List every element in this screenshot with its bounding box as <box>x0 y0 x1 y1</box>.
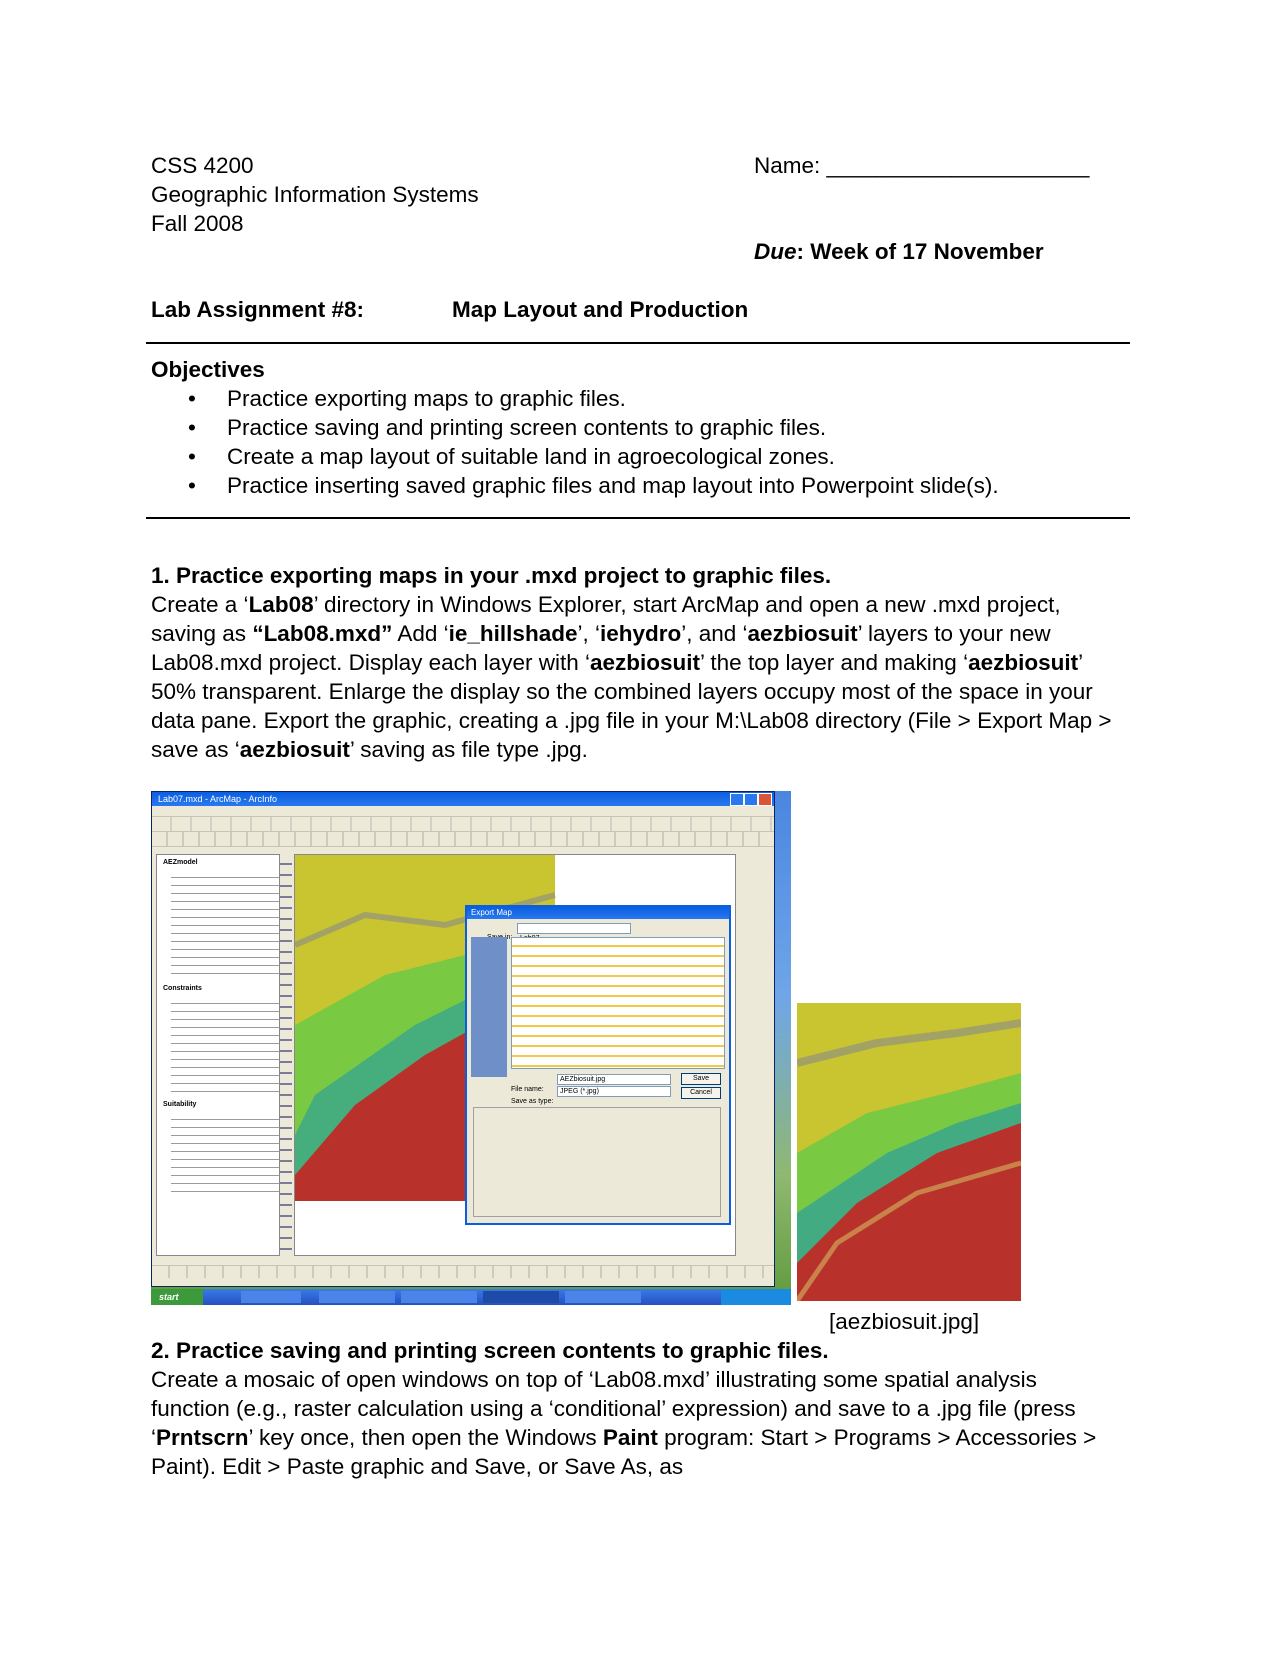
options-panel[interactable] <box>473 1107 721 1217</box>
start-button[interactable]: start <box>151 1289 203 1305</box>
assignment-topic: Map Layout and Production <box>452 297 749 322</box>
window-titlebar <box>152 792 774 806</box>
exported-map-image <box>797 1003 1021 1301</box>
toc-layer-list[interactable] <box>171 871 279 981</box>
text-run: Add ‘ <box>392 621 449 646</box>
assignment-title <box>151 295 364 324</box>
text-run: Create a ‘ <box>151 592 249 617</box>
assignment-number: Lab Assignment #8: <box>151 297 364 322</box>
bold-run: aezbiosuit <box>968 650 1079 675</box>
name-label: Name: <box>754 153 821 178</box>
system-tray <box>721 1289 791 1305</box>
places-bar[interactable] <box>471 937 507 1077</box>
bold-run: Prntscrn <box>156 1425 249 1450</box>
dialog-titlebar: Export Map <box>467 907 729 919</box>
export-map-dialog[interactable] <box>465 905 731 1225</box>
taskbar-item[interactable] <box>401 1291 477 1303</box>
name-blank: _____________________ <box>826 153 1090 178</box>
bold-run: aezbiosuit <box>747 621 858 646</box>
data-pane[interactable] <box>294 854 736 1256</box>
text-run: ’ saving as file type .jpg. <box>349 737 588 762</box>
objectives-section <box>151 355 1141 500</box>
close-icon[interactable] <box>758 793 772 806</box>
course-number: CSS 4200 <box>151 153 254 178</box>
bold-run: “Lab08.mxd” <box>252 621 393 646</box>
tools-strip[interactable] <box>280 854 292 1254</box>
drawing-toolbar[interactable] <box>152 1265 774 1278</box>
image-caption: [aezbiosuit.jpg] <box>829 1309 980 1334</box>
text-run: Create a mosaic of open windows on top of ‘Lab08.mxd’ illustrating some spatial analysis function (e.g., raster calculation using a ‘conditional’ expression) and save to a .jpg file (press ‘ <box>151 1367 1076 1450</box>
cancel-button[interactable]: Cancel <box>681 1087 721 1099</box>
toc-group[interactable]: Constraints <box>163 985 202 992</box>
bold-run: aezbiosuit <box>239 737 350 762</box>
objective-item: • Practice saving and printing screen contents to graphic files. <box>151 413 1141 442</box>
section1 <box>151 561 1141 764</box>
text-run: ’ directory in Windows Explorer, start ArcMap and open a new .mxd project, saving as <box>151 592 1061 646</box>
section2-heading: 2. Practice saving and printing screen contents to graphic files. <box>151 1338 829 1363</box>
objectives-heading: Objectives <box>151 357 265 382</box>
text-run: ’ layers to your new Lab08.mxd project. Display each layer with ‘ <box>151 621 1051 675</box>
divider-bottom <box>146 517 1130 519</box>
save-button[interactable]: Save <box>681 1073 721 1085</box>
text-run: ’ key once, then open the Windows <box>248 1425 603 1450</box>
window-title: Lab07.mxd - ArcMap - ArcInfo <box>158 794 278 804</box>
maximize-icon[interactable] <box>744 793 758 806</box>
section2-body <box>151 1365 1111 1481</box>
objective-item: • Practice exporting maps to graphic files. <box>151 384 1141 413</box>
objectives-list <box>151 384 1141 500</box>
taskbar-item[interactable] <box>319 1291 395 1303</box>
toc-layer-list[interactable] <box>171 997 279 1097</box>
toolbar-2[interactable] <box>152 832 774 847</box>
save-in-row <box>467 919 729 939</box>
course-term: Fall 2008 <box>151 211 244 236</box>
file-name-label: File name: <box>511 1086 544 1093</box>
arcmap-window <box>151 791 775 1287</box>
objective-item: • Practice inserting saved graphic files and map layout into Powerpoint slide(s). <box>151 471 1141 500</box>
objective-item: • Create a map layout of suitable land in agroecological zones. <box>151 442 1141 471</box>
table-of-contents[interactable] <box>156 854 280 1256</box>
bold-run: iehydro <box>599 621 682 646</box>
toc-group[interactable]: Suitability <box>163 1101 197 1108</box>
menu-bar[interactable] <box>152 806 774 817</box>
text-run: ’, ‘ <box>577 621 600 646</box>
text-run: ’ the top layer and making ‘ <box>700 650 969 675</box>
bold-run: Lab08 <box>248 592 314 617</box>
toolbar-1[interactable] <box>152 817 774 832</box>
file-name-input[interactable]: AEZbiosuit.jpg <box>557 1074 671 1085</box>
exported-map-graphic <box>797 1003 1021 1301</box>
taskbar-item[interactable] <box>483 1291 559 1303</box>
minimize-icon[interactable] <box>730 793 744 806</box>
section1-body <box>151 590 1126 764</box>
save-type-select[interactable]: JPEG (*.jpg) <box>557 1086 671 1097</box>
bold-run: Paint <box>602 1425 658 1450</box>
due-value: : Week of 17 November <box>796 239 1044 264</box>
bold-run: ie_hillshade <box>448 621 578 646</box>
file-list[interactable] <box>511 937 725 1069</box>
divider-top <box>146 342 1130 344</box>
name-line <box>754 151 1089 180</box>
section1-heading: 1. Practice exporting maps in your .mxd project to graphic files. <box>151 563 832 588</box>
taskbar-item[interactable] <box>241 1291 301 1303</box>
save-type-label: Save as type: <box>511 1098 554 1105</box>
text-run: ’, and ‘ <box>681 621 748 646</box>
toc-layer-list[interactable] <box>171 1113 279 1193</box>
bold-run: aezbiosuit <box>589 650 700 675</box>
due-line <box>754 237 1044 266</box>
due-label: Due <box>754 239 797 264</box>
arcmap-screenshot <box>151 791 791 1305</box>
course-info <box>151 151 479 238</box>
text-run: program: Start > Programs > Accessories > Paint). Edit > Paste graphic and Save, or Save As, as <box>151 1425 1097 1479</box>
taskbar-item[interactable] <box>565 1291 641 1303</box>
text-run: ’ 50% transparent. Enlarge the display so the combined layers occupy most of the space in your data pane. Export the graphic, creating a .jpg file in your M:\Lab08 directory (File > Export Map > save as ‘ <box>151 650 1112 762</box>
taskbar <box>151 1289 791 1305</box>
course-subject: Geographic Information Systems <box>151 182 479 207</box>
section2 <box>151 1336 1141 1481</box>
toc-group[interactable]: AEZmodel <box>163 859 198 866</box>
save-in-label: in: <box>504 934 513 941</box>
save-in-select[interactable] <box>517 923 631 934</box>
